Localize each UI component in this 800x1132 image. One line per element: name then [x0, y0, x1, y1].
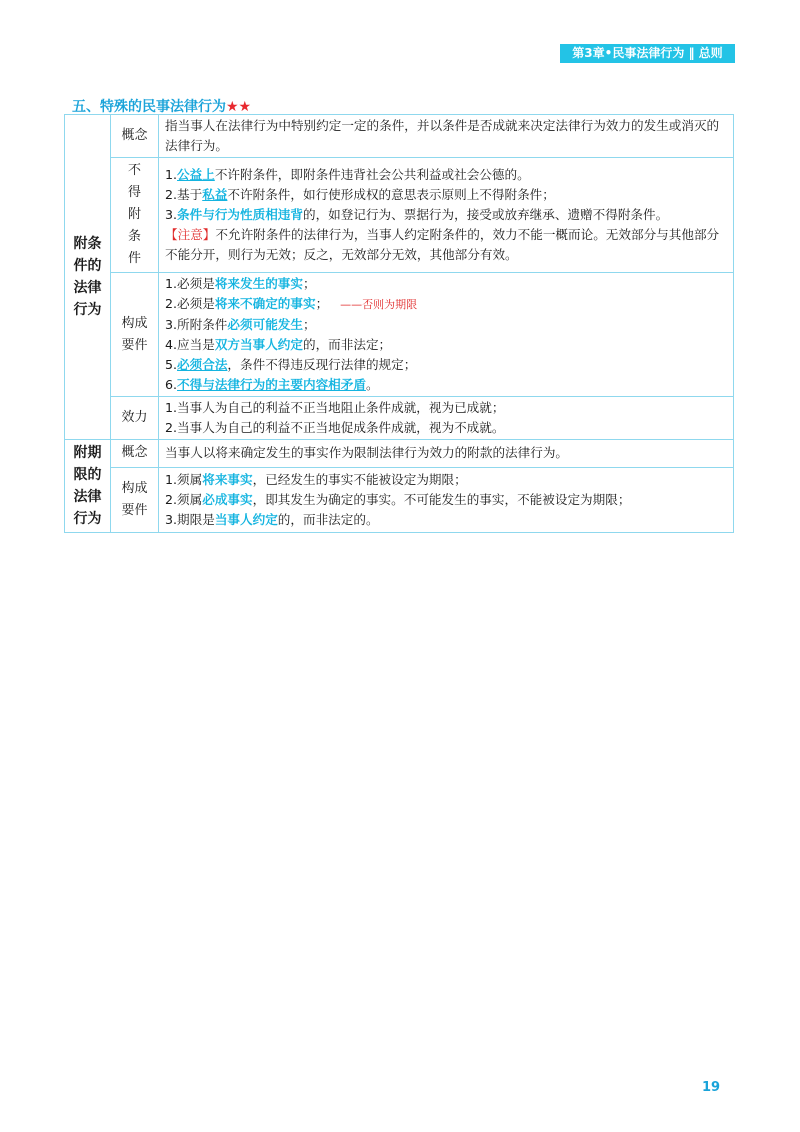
special-legal-acts-table — [64, 114, 734, 533]
importance-stars: ★★ — [226, 99, 252, 115]
list-item — [165, 490, 727, 510]
subcategory-cell — [111, 273, 159, 397]
subcategory-cell — [111, 158, 159, 273]
list-item: 1.当事人为自己的利益不正当地阻止条件成就，视为已成就； — [165, 400, 505, 415]
keyword: 不得与法律行为的主要内容相矛盾 — [177, 377, 366, 392]
item-prefix: 6. — [165, 377, 178, 392]
subcategory-cell — [111, 115, 159, 158]
keyword: 条件与行为性质相违背 — [177, 207, 303, 222]
item-prefix: 1.须属 — [165, 471, 203, 487]
category-label: 附条件的法律行为 — [73, 236, 102, 318]
subcategory-cell — [111, 467, 159, 532]
category-cell-term — [65, 440, 111, 533]
list-item: 2.当事人为自己的利益不正当地促成条件成就，视为不成就。 — [165, 420, 505, 435]
list-item — [165, 294, 727, 315]
table-row — [65, 273, 734, 397]
category-label: 附期限的法律行为 — [73, 445, 102, 527]
keyword: 公益上 — [177, 167, 215, 182]
list-item — [165, 165, 727, 185]
item-text: ，已经发生的事实不能被设定为期限； — [252, 471, 467, 487]
handwritten-margin-note: ——否则为期限 — [340, 298, 418, 311]
item-prefix: 4.应当是 — [165, 337, 215, 352]
keyword: 将来发生的事实 — [214, 276, 303, 291]
subcategory-label: 构成要件 — [121, 480, 148, 518]
content-cell — [159, 397, 734, 440]
item-text: 不许附条件，即附条件违背社会公共利益或社会公德的。 — [214, 167, 530, 182]
item-text: ； — [302, 276, 316, 291]
item-prefix: 5. — [165, 357, 178, 372]
section-title — [72, 96, 251, 116]
keyword: 将来事实 — [202, 471, 253, 487]
table-row — [65, 158, 734, 273]
list-item — [165, 375, 727, 395]
item-text: 的，而非法定的。 — [277, 511, 379, 527]
page-number: 19 — [702, 1080, 721, 1095]
list-item — [165, 315, 727, 335]
subcategory-label: 不得附条件 — [127, 163, 141, 266]
keyword: 必成事实 — [202, 491, 253, 507]
list-item — [165, 274, 727, 294]
table-row — [65, 115, 734, 158]
content-cell — [159, 115, 734, 158]
list-item — [165, 185, 727, 205]
chapter-header-banner: 第3章•民事法律行为 ‖ 总则 — [560, 44, 735, 63]
item-text: 不许附条件，如行使形成权的意思表示原则上不得附条件； — [227, 187, 555, 202]
content-cell — [159, 273, 734, 397]
concept-text: 当事人以将来确定发生的事实作为限制法律行为效力的附款的法律行为。 — [165, 445, 568, 461]
keyword: 当事人约定 — [214, 511, 278, 527]
subcategory-label: 概念 — [121, 445, 148, 461]
table-row — [65, 397, 734, 440]
table-row — [65, 440, 734, 468]
subcategory-label: 构成要件 — [121, 315, 148, 353]
item-prefix: 1.必须是 — [165, 276, 215, 291]
keyword: 私益 — [202, 187, 228, 202]
note-block — [165, 225, 727, 265]
concept-text: 指当事人在法律行为中特别约定一定的条件，并以条件是否成就来决定法律行为效力的发生或消灭的法律行为。 — [165, 118, 720, 153]
note-tag: 【注意】 — [165, 227, 216, 242]
table-row — [65, 467, 734, 532]
subcategory-cell — [111, 440, 159, 468]
subcategory-cell — [111, 397, 159, 440]
item-text: ； — [315, 296, 329, 311]
section-title-text: 五、特殊的民事法律行为 — [72, 99, 226, 115]
item-prefix: 3. — [165, 207, 178, 222]
subcategory-label: 效力 — [121, 410, 148, 425]
item-text: ； — [302, 317, 316, 332]
list-item — [165, 355, 727, 375]
item-prefix: 2.须属 — [165, 491, 203, 507]
keyword: 必须可能发生 — [227, 317, 303, 332]
content-cell — [159, 440, 734, 468]
item-text: 的，而非法定； — [302, 337, 392, 352]
keyword: 双方当事人约定 — [214, 337, 303, 352]
item-text: 的，如登记行为、票据行为，接受或放弃继承、遗赠不得附条件。 — [302, 207, 669, 222]
subcategory-label: 概念 — [121, 128, 148, 143]
item-prefix: 3.所附条件 — [165, 317, 228, 332]
category-cell-conditional — [65, 115, 111, 440]
item-prefix: 2.必须是 — [165, 296, 215, 311]
list-item — [165, 470, 727, 490]
list-item — [165, 205, 727, 225]
keyword: 必须合法 — [177, 357, 228, 372]
keyword: 将来不确定的事实 — [214, 296, 316, 311]
item-text: ，即其发生为确定的事实。不可能发生的事实，不能被设定为期限； — [252, 491, 631, 507]
content-cell — [159, 158, 734, 273]
item-text: 。 — [365, 377, 379, 392]
note-text: 不允许附条件的法律行为，当事人约定附条件的，效力不能一概而论。无效部分与其他部分不能分开，则行为无效；反之，无效部分无效，其他部分有效。 — [165, 227, 720, 262]
item-text: ，条件不得违反现行法律的规定； — [227, 357, 417, 372]
list-item — [165, 510, 727, 530]
content-cell — [159, 467, 734, 532]
item-prefix: 3.期限是 — [165, 511, 215, 527]
list-item — [165, 335, 727, 355]
item-prefix: 2.基于 — [165, 187, 203, 202]
item-prefix: 1. — [165, 167, 178, 182]
